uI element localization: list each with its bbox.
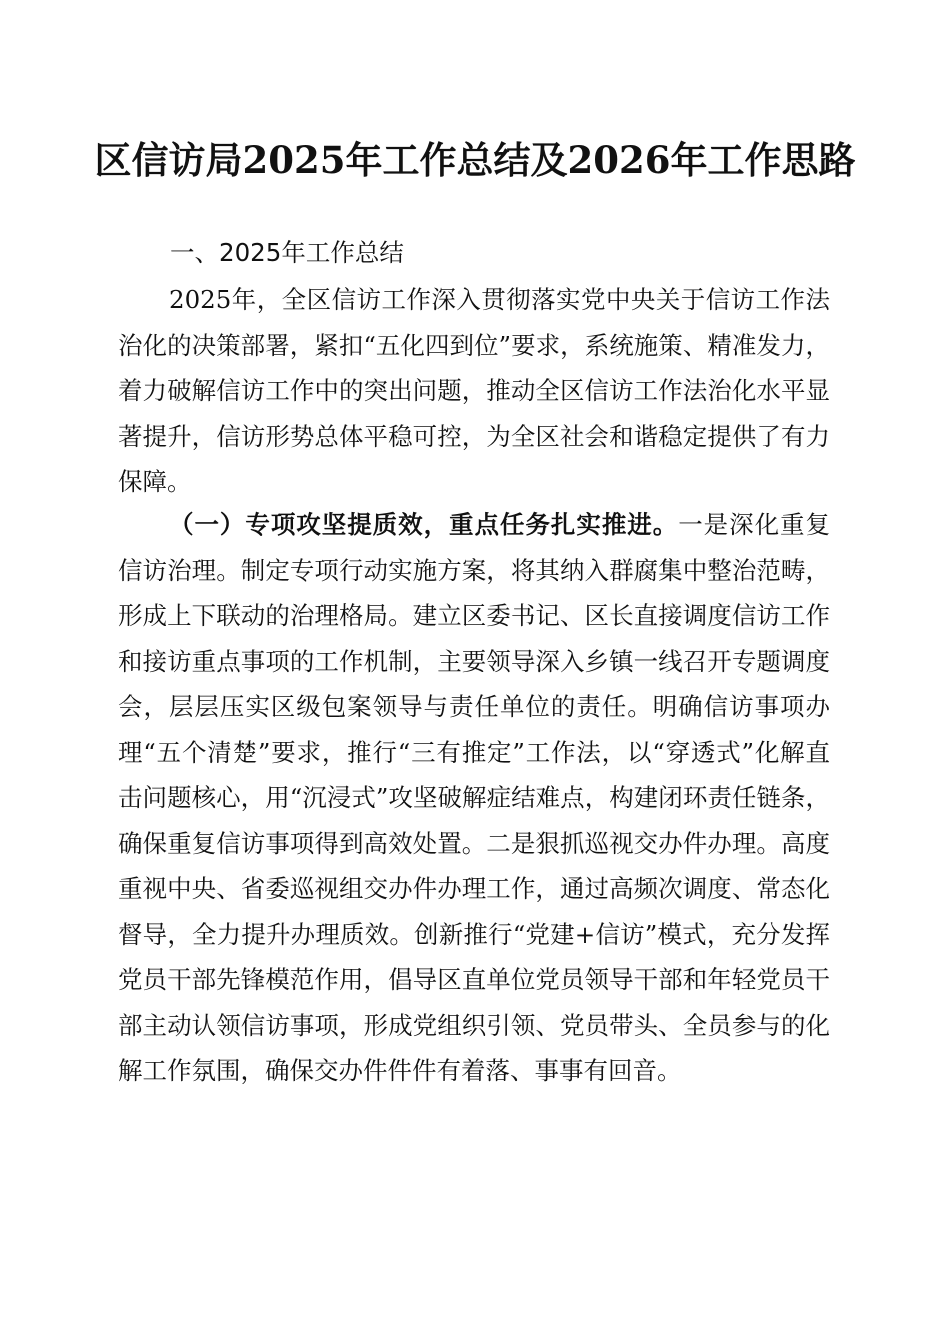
subsection-body-text: 一是深化重复信访治理。制定专项行动实施方案，将其纳入群腐集中整治范畴，形成上下联动的治理格局。建立区委书记、区长直接调度信访工作和接访重点事项的工作机制，主要领导深入乡镇一线召开专题调度会，层层压实区级包案领导与责任单位的责任。明确信访事项办理“五个清楚”要求，推行“三有推定”工作法，以“穿透式”化解直击问题核心，用“沉浸式”攻坚破解症结难点，构建闭环责任链条，确保重复信访事项得到高效处置。二是狠抓巡视交办件办理。高度重视中央、省委巡视组交办件办理工作，通过高频次调度、常态化督导，全力提升办理质效。创新推行“党建+信访”模式，充分发挥党员干部先锋模范作用，倡导区直单位党员领导干部和年轻党员干部主动认领信访事项，形成党组织引领、党员带头、全员参与的化解工作氛围，确保交办件件件有着落、事事有回音。 bbox=[118, 510, 831, 1085]
subsection-paragraph bbox=[118, 502, 830, 1094]
document-title: 区信访局2025年工作总结及2026年工作思路 bbox=[94, 138, 856, 182]
subsection-heading: （一）专项攻坚提质效，重点任务扎实推进。 bbox=[169, 510, 679, 539]
section-heading: 一、2025年工作总结 bbox=[170, 238, 404, 267]
intro-paragraph: 2025年，全区信访工作深入贯彻落实党中央关于信访工作法治化的决策部署，紧扣“五化四到位”要求，系统施策、精准发力，着力破解信访工作中的突出问题，推动全区信访工作法治化水平显著提升，信访形势总体平稳可控，为全区社会和谐稳定提供了有力保障。 bbox=[118, 285, 830, 496]
